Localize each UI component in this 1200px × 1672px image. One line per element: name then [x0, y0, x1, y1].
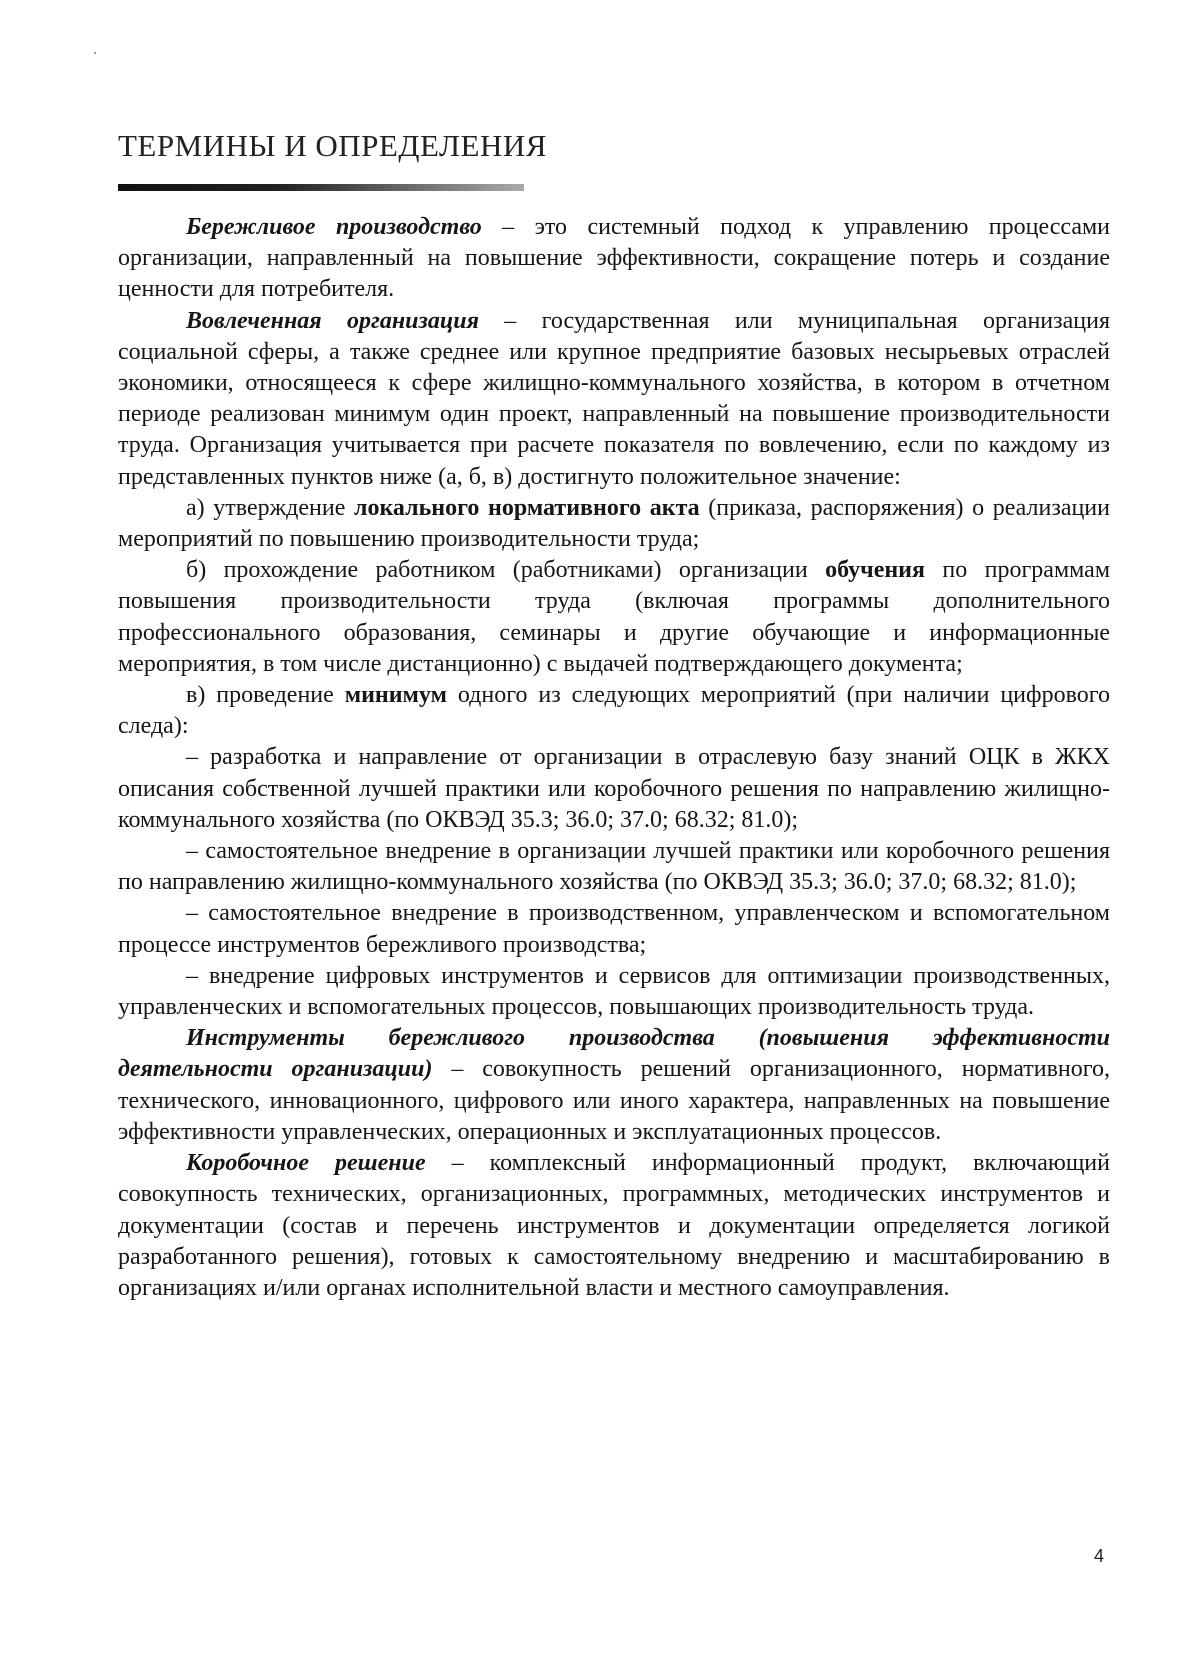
section-heading: ТЕРМИНЫ И ОПРЕДЕЛЕНИЯ	[118, 128, 547, 163]
criterion-item-b	[118, 555, 1110, 680]
definition-text: – совокупность решений организационного, нормативного, технического, инновационного, цифрового или иного характера, направленных на повышение эффективности управленческих, операционных и эксплуатационных процессов.	[118, 1056, 1110, 1145]
item-text: (приказа, распоряжения) о реализации мероприятий по повышению производительности труда;	[118, 494, 1110, 553]
item-text: одного из следующих мероприятий (при наличии цифрового следа):	[118, 682, 1110, 740]
item-bold-text: обучения	[825, 557, 925, 584]
item-text: в) проведение	[186, 682, 345, 709]
heading-underline	[118, 184, 524, 191]
definition-text: – государственная или муниципальная организация социальной сферы, а также среднее или крупное предприятие базовых несырьевых отраслей экономики, относящееся к сфере жилищно-коммунального хозяйства, в котором в отчетном периоде реализован минимум один проект, направленный на повышение производительности труда. Организация учитывается при расчете показателя по вовлечению, если по каждому из представленных пунктов ниже (а, б, в) достигнуто положительное значение:	[118, 307, 1110, 490]
item-bold-text: локального нормативного акта	[354, 494, 700, 521]
term-boxed-solution: Коробочное решение	[186, 1150, 426, 1177]
criterion-item-c	[118, 680, 1110, 742]
definition-lean-production	[118, 212, 1110, 306]
term-involved-organization: Вовлеченная организация	[186, 307, 479, 334]
definition-text: – это системный подход к управлению процессами организации, направленный на повышение эффективности, сокращение потерь и создание ценности для потребителя.	[118, 214, 1110, 303]
dash-item-4: – внедрение цифровых инструментов и сервисов для оптимизации производственных, управленческих и вспомогательных процессов, повышающих производительность труда.	[118, 962, 1110, 1021]
definition-lean-tools	[118, 1023, 1110, 1148]
term-lean-tools: Инструменты бережливого производства (повышения эффективности деятельности организации)	[118, 1025, 1110, 1083]
item-text: по программам повышения производительности труда (включая программы дополнительного профессионального образования, семинары и другие обучающие и информационные мероприятия, в том числе дистанционно) с выдачей подтверждающего документа;	[118, 557, 1111, 677]
dash-item-2: – самостоятельное внедрение в организации лучшей практики или коробочного решения по направлению жилищно-коммунального хозяйства (по ОКВЭД 35.3; 36.0; 37.0; 68.32; 81.0);	[118, 838, 1110, 896]
criterion-item-a	[118, 493, 1110, 555]
page-number: 4	[1094, 1546, 1105, 1566]
item-text: б) прохождение работником (работниками) организации	[186, 557, 826, 584]
term-lean-production: Бережливое производство	[186, 214, 482, 240]
scan-speck	[94, 52, 96, 54]
item-text: а) утверждение	[186, 494, 354, 521]
dash-item-1: – разработка и направление от организации в отраслевую базу знаний ОЦК в ЖКХ описания собственной лучшей практики или коробочного решения по направлению жилищно-коммунального хозяйства (по ОКВЭД 35.3; 36.0; 37.0; 68.32; 81.0);	[118, 744, 1110, 833]
document-body	[118, 212, 1110, 1304]
definition-involved-organization	[118, 306, 1110, 493]
item-bold-text: минимум	[344, 682, 447, 709]
definition-boxed-solution	[118, 1148, 1110, 1304]
definition-text: – комплексный информационный продукт, включающий совокупность технических, организационных, программных, методических инструментов и документации (состав и перечень инструментов и документации определяется логикой разработанного решения), готовых к самостоятельному внедрению и масштабированию в организациях и/или органах исполнительной власти и местного самоуправления.	[118, 1150, 1110, 1301]
dash-item-3: – самостоятельное внедрение в производственном, управленческом и вспомогательном процессе инструментов бережливого производства;	[118, 900, 1110, 958]
